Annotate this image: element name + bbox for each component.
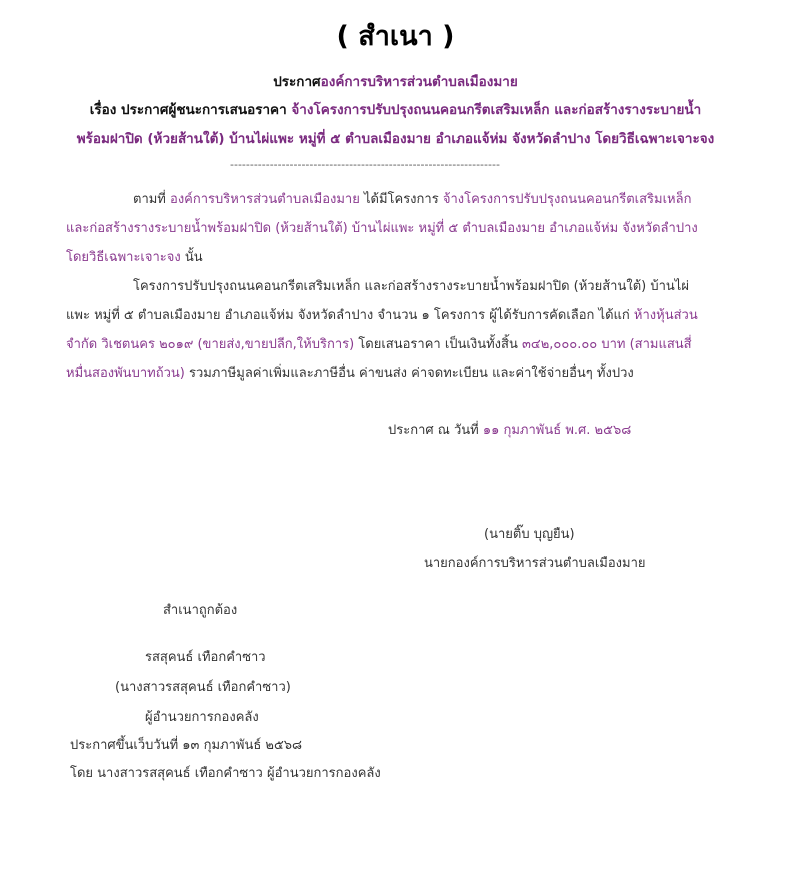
announce-date: ๑๑ กุมภาพันธ์ พ.ศ. ๒๕๖๘ <box>482 423 632 438</box>
para1-line-2 <box>66 217 698 238</box>
para1-project: โดยวิธีเฉพาะเจาะจง <box>66 250 181 265</box>
divider-line: -------------------------------------------------------------------- <box>230 158 500 171</box>
para1-line-1 <box>133 188 691 209</box>
subject-project: จ้างโครงการปรับปรุงถนนคอนกรีตเสริมเหล็ก และก่อสร้างรางระบายน้ำ <box>291 102 702 118</box>
signer-name: (นายติ๊บ บุญยืน) <box>484 527 575 542</box>
para1-text: นั้น <box>180 250 203 265</box>
para2-text: รวมภาษีมูลค่าเพิ่มและภาษีอื่น ค่าขนส่ง ค่าจดทะเบียน และค่าใช้จ่ายอื่นๆ ทั้งปวง <box>184 366 634 381</box>
signer-position: นายกองค์การบริหารส่วนตำบลเมืองมาย <box>424 556 646 571</box>
para2-text: โดยเสนอราคา เป็นเงินทั้งสิ้น <box>354 337 522 352</box>
header-prefix: ประกาศ <box>273 74 321 90</box>
announce-prefix: ประกาศ ณ วันที่ <box>388 423 483 438</box>
para2-text: แพะ หมู่ที่ ๕ ตำบลเมืองมาย อำเภอแจ้ห่ม จังหวัดลำปาง จำนวน ๑ โครงการ ผู้ได้รับการคัดเลือก ได้แก่ <box>66 308 634 323</box>
para2-line-3 <box>66 333 692 354</box>
announce-date-line <box>388 419 631 440</box>
para2-line-1 <box>133 275 689 296</box>
header-line-3: พร้อมฝาปิด (ห้วยส้านใต้) บ้านไผ่แพะ หมู่ที่ ๕ ตำบลเมืองมาย อำเภอแจ้ห่ม จังหวัดลำปาง โดยวิธีเฉพาะเจาะจง <box>76 131 715 147</box>
header-organization: องค์การบริหารส่วนตำบลเมืองมาย <box>320 74 518 90</box>
para2-line-2 <box>66 304 698 325</box>
posted-by: โดย นางสาวรสสุคนธ์ เทือกคำซาว ผู้อำนวยการกองคลัง <box>70 766 381 781</box>
para2-line-4 <box>66 362 634 383</box>
document-title: ( สำเนา ) <box>336 21 455 52</box>
header-line-1 <box>0 70 791 92</box>
posted-date: ประกาศขึ้นเว็บวันที่ ๑๓ กุมภาพันธ์ ๒๕๖๘ <box>70 738 303 753</box>
para1-line-3 <box>66 246 203 267</box>
header-line-2 <box>0 98 791 120</box>
para2-text: โครงการปรับปรุงถนนคอนกรีตเสริมเหล็ก และก่อสร้างรางระบายน้ำพร้อมฝาปิด (ห้วยส้านใต้) บ้านไผ่ <box>133 279 689 294</box>
para1-text: ตามที่ <box>133 192 171 207</box>
para2-amount: ๓๔๒,๐๐๐.๐๐ บาท (สามแสนสี่ <box>521 337 692 352</box>
para1-text: ได้มีโครงการ <box>359 192 443 207</box>
certify-label: สำเนาถูกต้อง <box>163 603 238 618</box>
subject-prefix: เรื่อง ประกาศผู้ชนะการเสนอราคา <box>89 102 292 118</box>
para2-vendor: จำกัด วิเชตนคร ๒๐๑๙ (ขายส่ง,ขายปลีก,ให้บริการ) <box>66 337 355 352</box>
certify-position: ผู้อำนวยการกองคลัง <box>145 710 259 725</box>
certify-signature: รสสุคนธ์ เทือกคำซาว <box>145 650 266 665</box>
para2-amount: หมื่นสองพันบาทถ้วน) <box>66 366 185 381</box>
para2-vendor: ห้างหุ้นส่วน <box>633 308 698 323</box>
certify-name: (นางสาวรสสุคนธ์ เทือกคำซาว) <box>115 680 291 695</box>
para1-project: และก่อสร้างรางระบายน้ำพร้อมฝาปิด (ห้วยส้านใต้) บ้านไผ่แพะ หมู่ที่ ๕ ตำบลเมืองมาย อำเภอแจ้ห่ม จังหวัดลำปาง <box>66 221 698 236</box>
para1-organization: องค์การบริหารส่วนตำบลเมืองมาย <box>170 192 360 207</box>
para1-project: จ้างโครงการปรับปรุงถนนคอนกรีตเสริมเหล็ก <box>442 192 692 207</box>
